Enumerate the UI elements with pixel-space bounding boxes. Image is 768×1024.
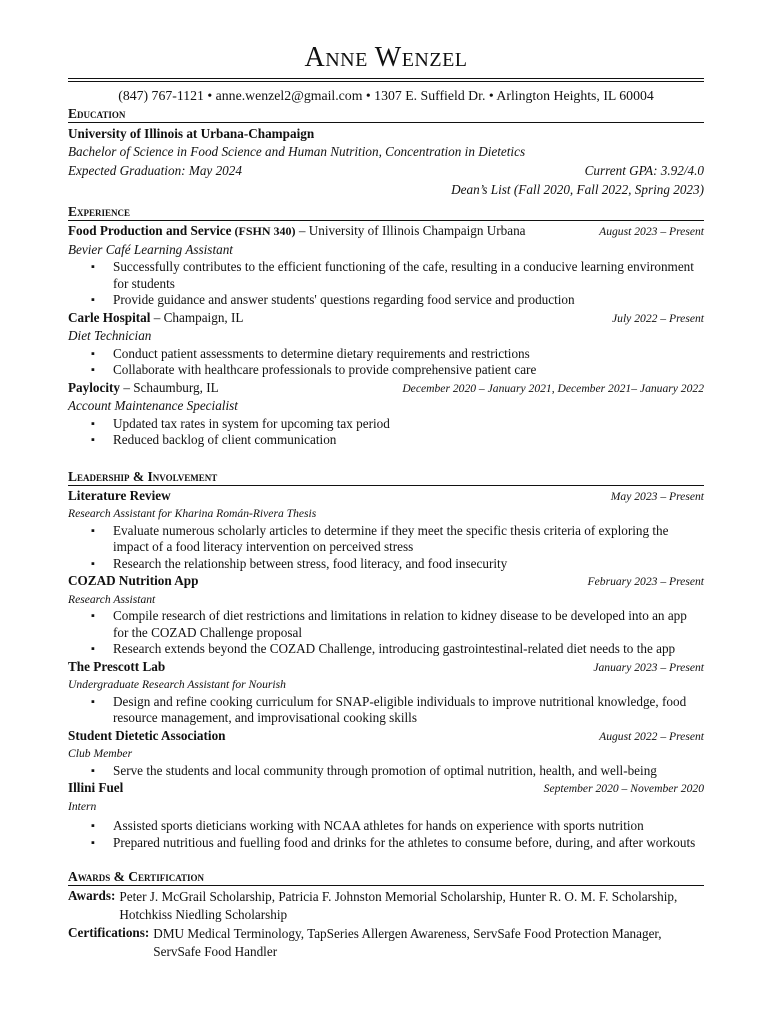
bullet-item: ▪ Research the relationship between stress, food literacy, and food insecurity [113,556,704,573]
graduation-date: Expected Graduation: May 2024 [68,163,242,178]
job-dates: July 2022 – Present [612,311,704,325]
job-org: Food Production and Service [68,223,232,238]
entry-role: Undergraduate Research Assistant for Nourish [68,678,286,691]
bullet-item: ▪ Compile research of diet restrictions and limitations in relation to kidney disease to be developed into an app for the COZAD Challenge proposal [113,608,704,641]
certifications-row [68,925,704,961]
job-bullets [68,416,704,449]
job-entry [68,223,704,309]
entry-bullets [68,523,704,573]
contact-line: (847) 767-1121 • anne.wenzel2@gmail.com • 1307 E. Suffield Dr. • Arlington Heights, IL 60004 [118,88,654,103]
entry-org: COZAD Nutrition App [68,573,199,588]
job-org: Paylocity [68,379,121,395]
entry-bullets [68,608,704,658]
certifications-list: DMU Medical Terminology, TapSeries Allergen Awareness, ServSafe Food Protection Manager, ServSafe Food Handler [153,926,662,959]
bullet-item: ▪ Updated tax rates in system for upcoming tax period [113,416,704,433]
job-header [68,223,704,241]
job-location: – Schaumburg, IL [120,379,219,395]
bullet-item: ▪ Provide guidance and answer students' questions regarding food service and production [113,292,704,309]
job-role: Account Maintenance Specialist [68,398,238,413]
school-name: University of Illinois at Urbana-Champaign [68,126,315,141]
resume-name: Anne Wenzel [304,42,468,73]
bullet-item: ▪ Design and refine cooking curriculum for SNAP-eligible individuals to improve nutritional knowledge, food resource management, and improvisational cooking skills [113,694,704,727]
experience-section [68,223,704,449]
job-entry [68,310,704,379]
entry-org: Literature Review [68,487,171,503]
job-location: – University of Illinois Champaign Urbana [295,223,526,238]
deans-list: Dean’s List (Fall 2020, Fall 2022, Spring 2023) [451,181,704,197]
entry-dates: September 2020 – November 2020 [543,782,704,795]
job-org: Carle Hospital [68,309,151,325]
entry-header [68,780,704,798]
leadership-section [68,488,704,852]
leadership-entry [68,573,704,658]
bullet-item: ▪ Successfully contributes to the efficient functioning of the cafe, resulting in a conducive learning environment for students [113,259,704,292]
certifications-label: Certifications: [68,925,150,940]
entry-org: Student Dietetic Association [68,727,226,743]
leadership-entry [68,728,704,780]
entry-bullets [68,694,704,727]
entry-dates: August 2022 – Present [599,729,704,743]
leadership-heading: Leadership & Involvement [68,469,704,486]
resume-page [68,0,704,961]
leadership-entry [68,488,704,573]
graduation-row [68,163,704,180]
entry-dates: February 2023 – Present [587,575,704,588]
bullet-item: ▪ Research extends beyond the COZAD Challenge, introducing gastrointestinal-related diet needs to the app [113,641,704,658]
awards-heading: Awards & Certification [68,869,704,886]
job-org-code: (FSHN 340) [231,224,296,238]
bullet-item: ▪ Evaluate numerous scholarly articles to determine if they meet the specific thesis criteria of exploring the impact of a food literacy intervention on perceived stress [113,523,704,556]
awards-section [68,888,704,961]
experience-heading: Experience [68,204,704,221]
entry-header [68,573,704,591]
job-role: Diet Technician [68,328,152,343]
bullet-item: ▪ Conduct patient assessments to determine dietary requirements and restrictions [113,346,704,363]
entry-role: Club Member [68,747,133,760]
entry-role: Research Assistant [68,592,156,606]
awards-list: Peter J. McGrail Scholarship, Patricia F. Johnston Memorial Scholarship, Hunter R. O. M. F. Scholarship, Hotchkiss Niedling Scholarship [119,889,678,922]
job-location: – Champaign, IL [150,309,244,325]
bullet-item: ▪ Assisted sports dieticians working with NCAA athletes for hands on experience with sports nutrition [113,818,704,835]
entry-org: Illini Fuel [68,780,124,795]
job-header [68,380,704,398]
education-section [68,126,704,198]
awards-row [68,888,704,924]
education-heading: Education [68,106,704,123]
bullet-item: ▪ Serve the students and local community through promotion of optimal nutrition, health, and well-being [113,763,704,780]
name-divider [68,78,704,82]
bullet-item: ▪ Reduced backlog of client communication [113,432,704,449]
entry-dates: May 2023 – Present [610,489,704,503]
job-role: Bevier Café Learning Assistant [68,241,233,257]
leadership-entry [68,659,704,727]
job-header [68,310,704,328]
gpa: Current GPA: 3.92/4.0 [584,163,704,178]
job-bullets [68,259,704,309]
leadership-entry [68,780,704,851]
bullet-item: ▪ Collaborate with healthcare professionals to provide comprehensive patient care [113,362,704,379]
degree: Bachelor of Science in Food Science and Human Nutrition, Concentration in Dietetics [68,143,526,159]
job-dates: December 2020 – January 2021, December 2021– January 2022 [402,381,704,395]
entry-header [68,728,704,746]
entry-header [68,659,704,677]
entry-dates: January 2023 – Present [593,660,704,674]
entry-role: Research Assistant for Kharina Román-Rivera Thesis [68,507,317,520]
entry-bullets [68,818,704,851]
entry-bullets [68,763,704,780]
entry-org: The Prescott Lab [68,658,166,674]
job-dates: August 2023 – Present [599,225,704,238]
job-bullets [68,346,704,379]
entry-role: Intern [68,799,97,813]
awards-label: Awards: [68,888,116,903]
bullet-item: ▪ Prepared nutritious and fuelling food and drinks for the athletes to consume before, during, and after workouts [113,835,704,852]
entry-header [68,488,704,506]
job-entry [68,380,704,449]
